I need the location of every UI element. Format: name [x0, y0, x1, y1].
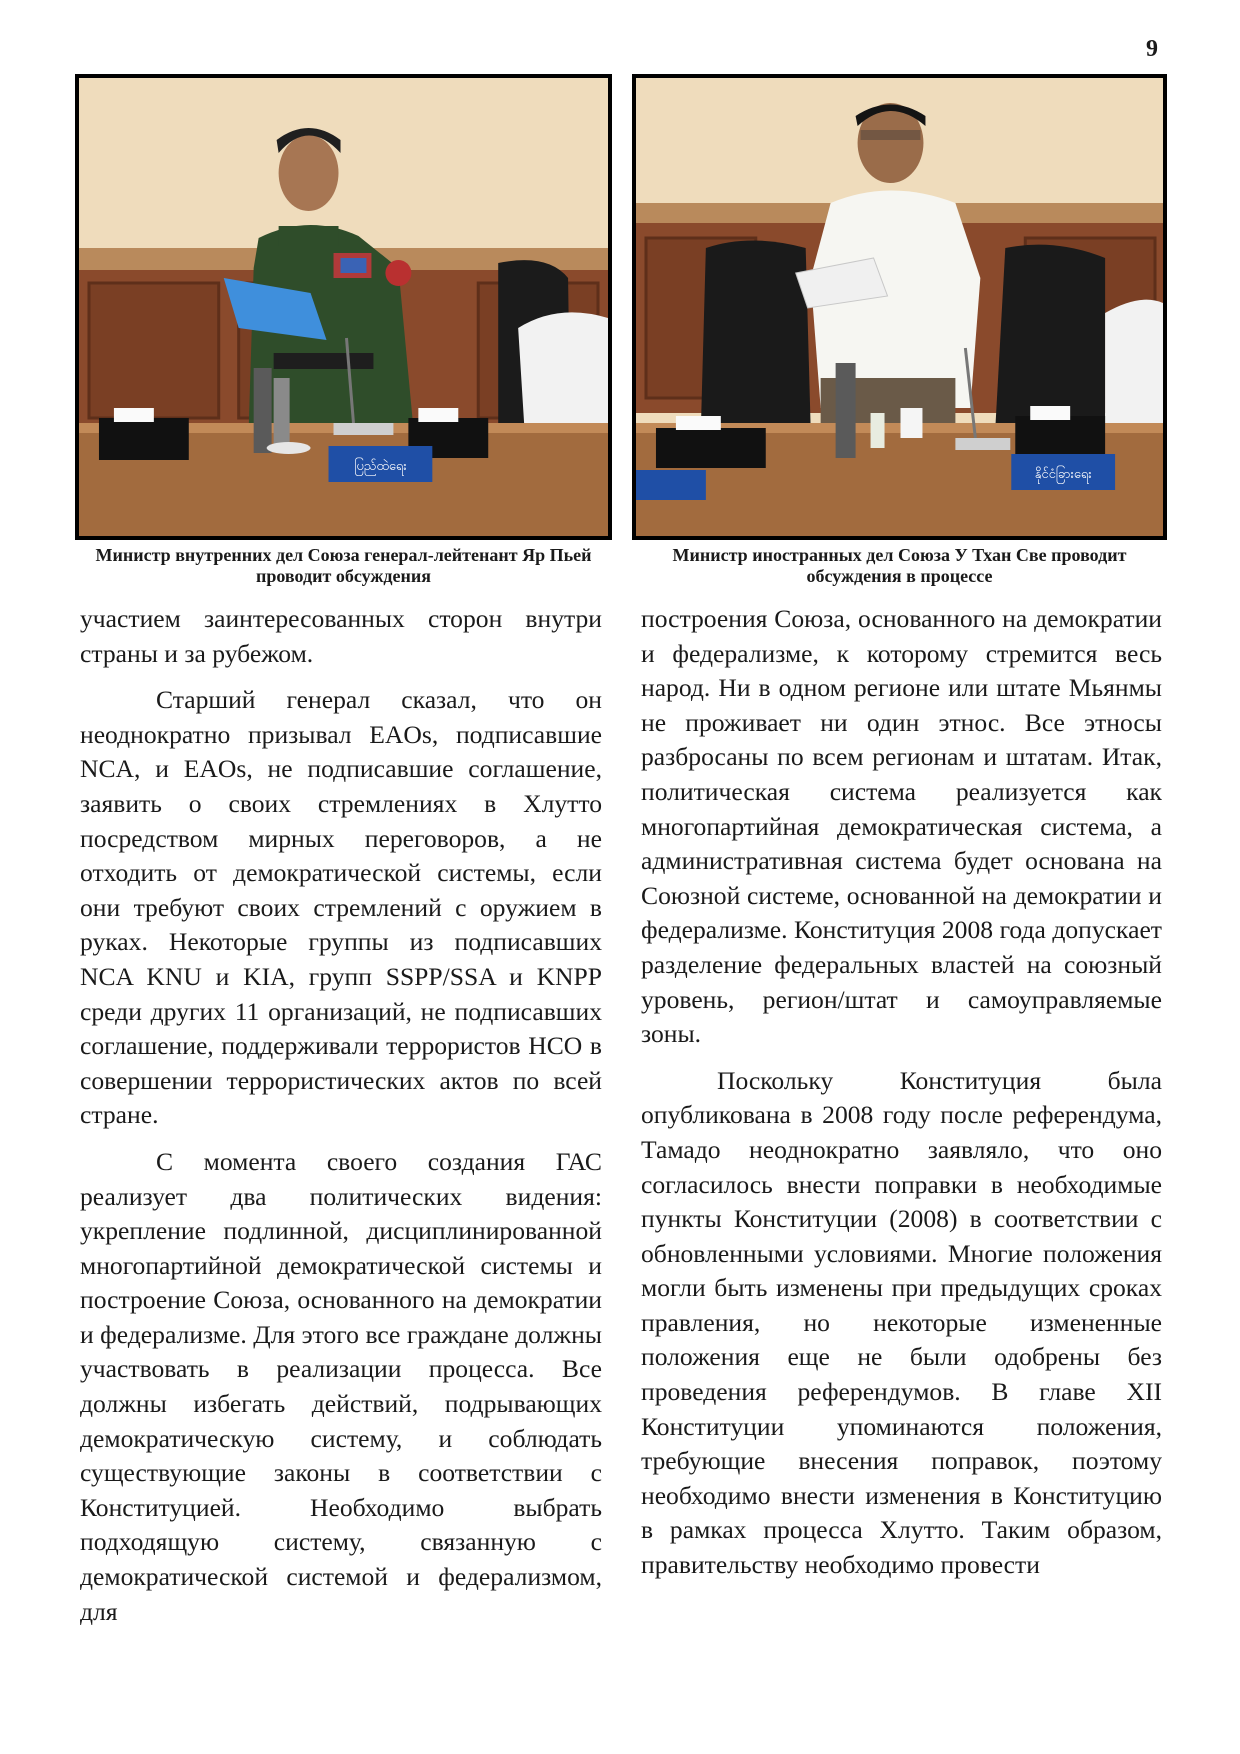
right-text-column	[641, 602, 1162, 1583]
page-number: 9	[1146, 36, 1158, 62]
caption-foreign-minister: Министр иностранных дел Союза У Тхан Све проводит обсуждения в процессе	[672, 545, 1127, 586]
nameplate-foreign: နိုင်ငံခြားရေး	[1034, 466, 1092, 483]
caption-interior-minister: Министр внутренних дел Союза генерал-лейтенант Яр Пьей проводит обсуждения	[95, 545, 592, 586]
left-paragraph-1: участием заинтересованных сторон внутри страны и за рубежом.	[80, 604, 602, 668]
left-text-column	[80, 602, 602, 1629]
right-paragraph-2: Поскольку Конституция была опубликована в 2008 году после референдума, Тамадо неоднократно заявляло, что оно согласилось внести поправки в необходимые пункты Конституции (2008) в соответствии с обновленными условиями. Многие положения могли быть изменены при предыдущих сроках правления, но некоторые измененные положения еще не были одобрены без проведения референдумов. В главе XII Конституции упоминаются положения, требующие внесения поправок, поэтому необходимо внести изменения в Конституцию в рамках процесса Хлутто. Таким образом, правительству необходимо провести	[641, 1065, 1162, 1580]
left-paragraph-2: Старший генерал сказал, что он неоднократно призывал EAOs, подписавшие NCA, и EAOs, не подписавшие соглашение, заявить о своих стремлениях в Хлутто посредством мирных переговоров, а не отходить от демократической системы, если они требуют своих стремлений с оружием в руках. Некоторые группы из подписавших NCA KNU и KIA, групп SSPP/SSA и KNPP среди других 11 организаций, не подписавших соглашение, поддерживали террористов НСО в совершении террористических актов по всей стране.	[80, 685, 602, 1130]
photo-interior-minister	[75, 74, 612, 540]
right-paragraph-1: построения Союза, основанного на демократии и федерализме, к которому стремится весь народ. Ни в одном регионе или штате Мьянмы не проживает ни один этнос. Все этносы разбросаны по всем регионам и штатам. Итак, политическая система реализуется как многопартийная демократическая система, а административная система будет основана на Союзной системе, основанной на демократии и федерализме. Конституция 2008 года допускает разделение федеральных властей на союзный уровень, регион/штат и самоуправляемые зоны.	[641, 604, 1162, 1049]
photo-foreign-minister	[632, 74, 1167, 540]
left-paragraph-3: С момента своего создания ГАС реализует два политических видения: укрепление подлинной, дисциплинированной многопартийной демократической системы и построение Союза, основанного на демократии и федерализме. Для этого все граждане должны участвовать в реализации процесса. Все должны избегать действий, подрывающих демократическую систему, и соблюдать существующие законы в соответствии с Конституцией. Необходимо выбрать подходящую систему, связанную с демократической системой и федерализмом, для	[80, 1146, 602, 1626]
nameplate-interior: ပြည်ထဲရေး	[354, 458, 407, 475]
